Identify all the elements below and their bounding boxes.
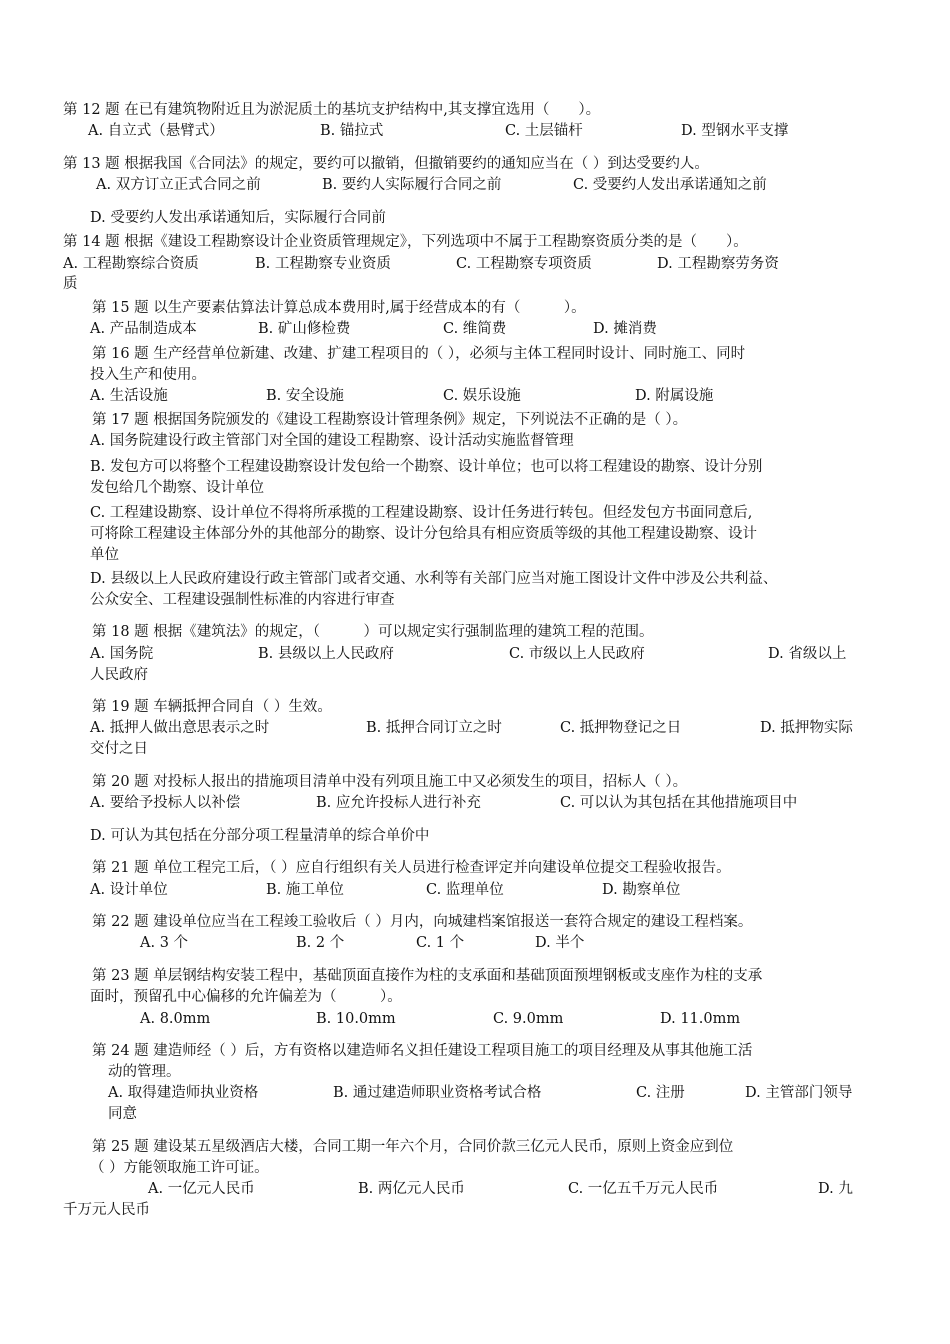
q16-option-a: A. 生活设施 bbox=[90, 388, 168, 404]
q13-option-b: B. 要约人实际履行合同之前 bbox=[322, 177, 502, 193]
q22-option-c: C. 1 个 bbox=[416, 935, 465, 951]
q20-stem: 第 20 题 对投标人报出的措施项目清单中没有列项且施工中又必须发生的项目，招标人（ ）。 bbox=[92, 774, 688, 790]
q19-option-b: B. 抵押合同订立之时 bbox=[366, 720, 502, 736]
q17-option-a: A. 国务院建设行政主管部门对全国的建设工程勘察、设计活动实施监督管理 bbox=[90, 433, 574, 449]
q12-option-a: A. 自立式（悬臂式） bbox=[88, 123, 224, 139]
q25-option-d-cont: 千万元人民币 bbox=[63, 1202, 150, 1218]
q18-option-d: D. 省级以上 bbox=[768, 646, 847, 662]
q17-option-c-line2: 可将除工程建设主体部分外的其他部分的勘察、设计分包给具有相应资质等级的其他工程建设勘察、设计 bbox=[90, 526, 757, 542]
q23-option-d: D. 11.0mm bbox=[660, 1011, 741, 1027]
q14-option-c: C. 工程勘察专项资质 bbox=[456, 256, 592, 272]
q18-option-a: A. 国务院 bbox=[90, 646, 154, 662]
q17-option-b-line2: 发包给几个勘察、设计单位 bbox=[90, 480, 264, 496]
q25-stem-line2: （ ）方能领取施工许可证。 bbox=[90, 1160, 269, 1176]
q23-stem-line2: 面时，预留孔中心偏移的允许偏差为（ ）。 bbox=[90, 989, 402, 1005]
q21-option-c: C. 监理单位 bbox=[426, 882, 504, 898]
q14-option-b: B. 工程勘察专业资质 bbox=[255, 256, 391, 272]
q25-option-a: A. 一亿元人民币 bbox=[148, 1181, 255, 1197]
q23-stem-line1: 第 23 题 单层钢结构安装工程中，基础顶面直接作为柱的支承面和基础顶面预埋钢板或支座作为柱的支承 bbox=[92, 968, 763, 984]
q15-option-a: A. 产品制造成本 bbox=[90, 321, 197, 337]
q19-option-a: A. 抵押人做出意思表示之时 bbox=[90, 720, 270, 736]
q14-option-d-cont: 质 bbox=[63, 276, 78, 292]
q19-option-d-cont: 交付之日 bbox=[90, 741, 148, 757]
q18-stem: 第 18 题 根据《建筑法》的规定，（ ）可以规定实行强制监理的建筑工程的范围。 bbox=[92, 624, 654, 640]
q12-stem: 第 12 题 在已有建筑物附近且为淤泥质土的基坑支护结构中,其支撑宜选用（ ）。 bbox=[63, 102, 601, 118]
q20-option-d: D. 可认为其包括在分部分项工程量清单的综合单价中 bbox=[90, 828, 430, 844]
q24-option-d-cont: 同意 bbox=[108, 1106, 137, 1122]
q12-option-c: C. 土层锚杆 bbox=[505, 123, 583, 139]
q18-option-b: B. 县级以上人民政府 bbox=[258, 646, 394, 662]
q20-option-a: A. 要给予投标人以补偿 bbox=[90, 795, 241, 811]
q19-option-c: C. 抵押物登记之日 bbox=[560, 720, 682, 736]
q21-option-d: D. 勘察单位 bbox=[602, 882, 681, 898]
q24-option-a: A. 取得建造师执业资格 bbox=[108, 1085, 259, 1101]
q17-option-d-line2: 公众安全、工程建设强制性标准的内容进行审查 bbox=[90, 592, 395, 608]
q18-option-d-cont: 人民政府 bbox=[90, 667, 148, 683]
q17-option-c-line3: 单位 bbox=[90, 547, 119, 563]
q23-option-c: C. 9.0mm bbox=[493, 1011, 564, 1027]
q16-stem-line2: 投入生产和使用。 bbox=[90, 367, 206, 383]
q24-stem-line1: 第 24 题 建造师经（ ）后，方有资格以建造师名义担任建设工程项目施工的项目经理及从事其他施工活 bbox=[92, 1043, 753, 1059]
q14-stem: 第 14 题 根据《建设工程勘察设计企业资质管理规定》，下列选项中不属于工程勘察资质分类的是（ ）。 bbox=[63, 234, 748, 250]
q24-option-d: D. 主管部门领导 bbox=[745, 1085, 853, 1101]
q14-option-a: A. 工程勘察综合资质 bbox=[63, 256, 199, 272]
q14-option-d: D. 工程勘察劳务资 bbox=[657, 256, 779, 272]
q23-option-a: A. 8.0mm bbox=[140, 1011, 211, 1027]
q25-stem-line1: 第 25 题 建设某五星级酒店大楼，合同工期一年六个月，合同价款三亿元人民币，原则上资金应到位 bbox=[92, 1139, 734, 1155]
q21-stem: 第 21 题 单位工程完工后，（ ）应自行组织有关人员进行检查评定并向建设单位提交工程验收报告。 bbox=[92, 860, 731, 876]
q22-option-d: D. 半个 bbox=[535, 935, 585, 951]
q16-option-d: D. 附属设施 bbox=[635, 388, 714, 404]
q13-stem: 第 13 题 根据我国《合同法》的规定，要约可以撤销，但撤销要约的通知应当在（ ）到达受要约人。 bbox=[63, 156, 709, 172]
q12-option-d: D. 型钢水平支撑 bbox=[681, 123, 789, 139]
q18-option-c: C. 市级以上人民政府 bbox=[509, 646, 645, 662]
q15-option-b: B. 矿山修检费 bbox=[258, 321, 351, 337]
q25-option-b: B. 两亿元人民币 bbox=[358, 1181, 465, 1197]
q21-option-b: B. 施工单位 bbox=[266, 882, 344, 898]
q22-stem: 第 22 题 建设单位应当在工程竣工验收后（ ）月内，向城建档案馆报送一套符合规定的建设工程档案。 bbox=[92, 914, 753, 930]
q17-option-c-line1: C. 工程建设勘察、设计单位不得将所承揽的工程建设勘察、设计任务进行转包。但经发包方书面同意后, bbox=[90, 505, 753, 521]
q23-option-b: B. 10.0mm bbox=[316, 1011, 396, 1027]
q22-option-a: A. 3 个 bbox=[140, 935, 189, 951]
q25-option-d: D. 九 bbox=[818, 1181, 853, 1197]
q24-option-b: B. 通过建造师职业资格考试合格 bbox=[333, 1085, 542, 1101]
q13-option-c: C. 受要约人发出承诺通知之前 bbox=[573, 177, 767, 193]
q13-option-d: D. 受要约人发出承诺通知后，实际履行合同前 bbox=[90, 210, 386, 226]
q20-option-c: C. 可以认为其包括在其他措施项目中 bbox=[560, 795, 798, 811]
q16-stem-line1: 第 16 题 生产经营单位新建、改建、扩建工程项目的（ ），必须与主体工程同时设计、同时施工、同时 bbox=[92, 346, 746, 362]
q21-option-a: A. 设计单位 bbox=[90, 882, 168, 898]
q20-option-b: B. 应允许投标人进行补充 bbox=[316, 795, 481, 811]
q13-option-a: A. 双方订立正式合同之前 bbox=[96, 177, 261, 193]
q19-option-d: D. 抵押物实际 bbox=[760, 720, 853, 736]
q16-option-c: C. 娱乐设施 bbox=[443, 388, 521, 404]
q15-stem: 第 15 题 以生产要素估算法计算总成本费用时,属于经营成本的有（ ）。 bbox=[92, 300, 586, 316]
q24-option-c: C. 注册 bbox=[636, 1085, 685, 1101]
q22-option-b: B. 2 个 bbox=[296, 935, 345, 951]
q15-option-c: C. 维简费 bbox=[443, 321, 507, 337]
q15-option-d: D. 摊消费 bbox=[593, 321, 657, 337]
q17-option-d-line1: D. 县级以上人民政府建设行政主管部门或者交通、水利等有关部门应当对施工图设计文件中涉及公共利益、 bbox=[90, 571, 778, 587]
q12-option-b: B. 锚拉式 bbox=[320, 123, 384, 139]
q24-stem-line2: 动的管理。 bbox=[108, 1064, 181, 1080]
q25-option-c: C. 一亿五千万元人民币 bbox=[568, 1181, 719, 1197]
q17-option-b-line1: B. 发包方可以将整个工程建设勘察设计发包给一个勘察、设计单位；也可以将工程建设的勘察、设计分别 bbox=[90, 459, 763, 475]
q19-stem: 第 19 题 车辆抵押合同自（ ）生效。 bbox=[92, 699, 332, 715]
q17-stem: 第 17 题 根据国务院颁发的《建设工程勘察设计管理条例》规定，下列说法不正确的是（ ）。 bbox=[92, 412, 688, 428]
q16-option-b: B. 安全设施 bbox=[266, 388, 344, 404]
